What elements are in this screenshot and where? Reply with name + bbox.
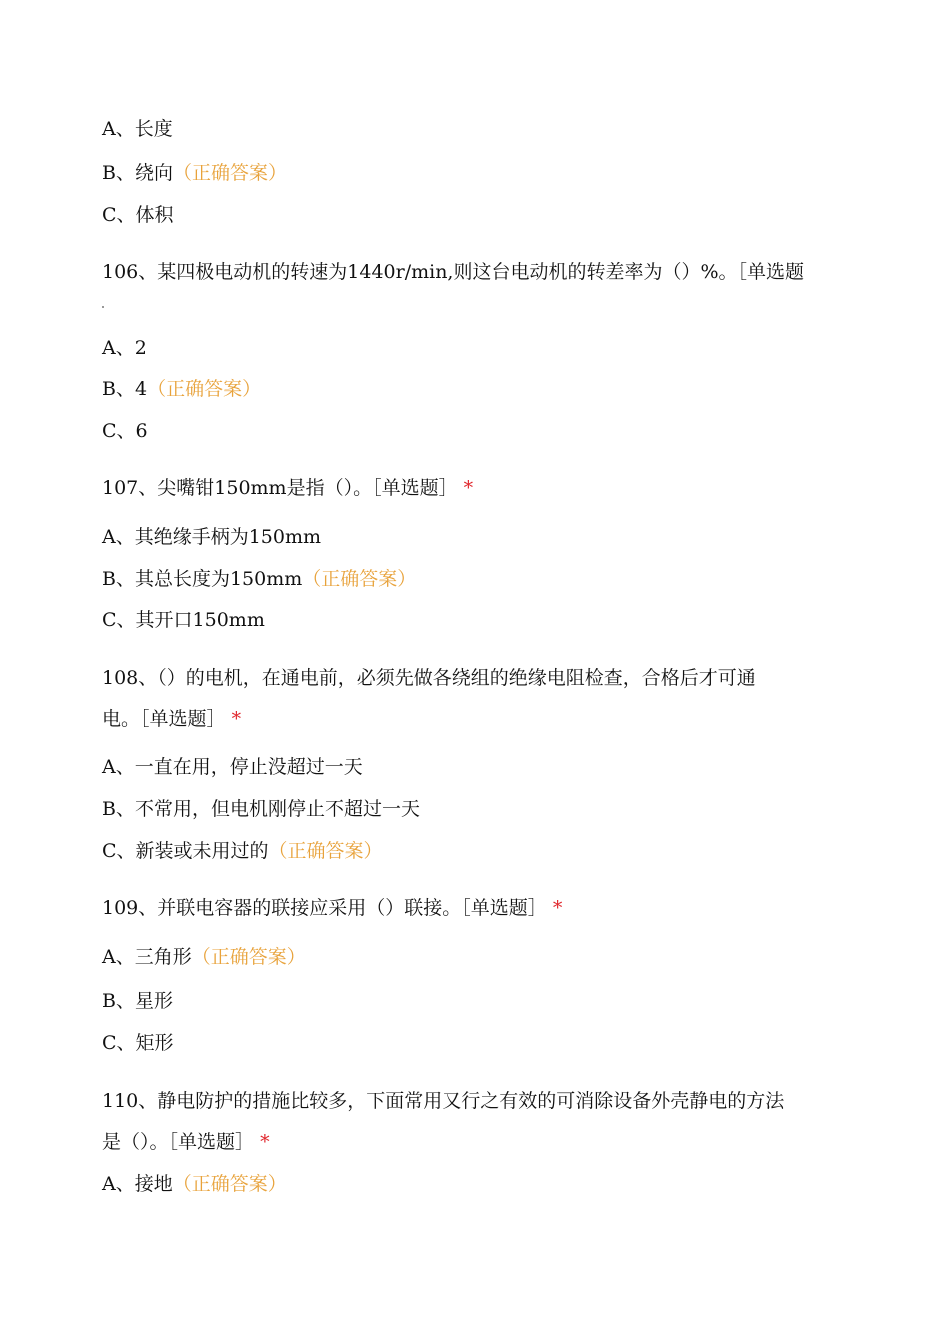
required-star: * bbox=[260, 1131, 270, 1153]
q106-option-b bbox=[102, 376, 261, 402]
question-text: 110、静电防护的措施比较多，下面常用又行之有效的可消除设备外壳静电的方法 bbox=[102, 1090, 785, 1112]
correct-answer-tag: （正确答案） bbox=[191, 946, 306, 968]
correct-answer-tag: （正确答案） bbox=[172, 162, 287, 184]
q109-option-c bbox=[102, 1030, 174, 1056]
option-text: A、三角形 bbox=[102, 946, 192, 968]
required-star: * bbox=[231, 708, 242, 730]
option-text: C、矩形 bbox=[102, 1032, 174, 1054]
q109-question bbox=[102, 895, 562, 921]
option-text: C、体积 bbox=[102, 204, 174, 226]
q108-option-a bbox=[102, 754, 363, 780]
option-text: B、4 bbox=[102, 378, 148, 400]
option-text: A、一直在用，停止没超过一天 bbox=[102, 756, 363, 778]
correct-answer-tag: （正确答案） bbox=[147, 378, 262, 400]
option-text: A、其绝缘手柄为150mm bbox=[102, 526, 322, 548]
q106-question bbox=[102, 259, 804, 285]
q107-question bbox=[102, 475, 473, 501]
question-text: 108、（）的电机，在通电前，必须先做各绕组的绝缘电阻检查，合格后才可通 bbox=[102, 667, 756, 689]
option-text: B、其总长度为150mm bbox=[102, 568, 303, 590]
question-text: 107、尖嘴钳150mm是指（）。［单选题］ bbox=[102, 477, 458, 499]
option-text: B、绕向 bbox=[102, 162, 173, 184]
q107-option-b bbox=[102, 566, 416, 592]
correct-answer-tag: （正确答案） bbox=[302, 568, 417, 590]
option-text: C、6 bbox=[102, 420, 148, 442]
q108-option-c bbox=[102, 838, 383, 864]
stray-mark bbox=[102, 306, 104, 308]
option-text: B、星形 bbox=[102, 990, 173, 1012]
q108-question-line1 bbox=[102, 665, 756, 691]
q105-option-b bbox=[102, 160, 287, 186]
correct-answer-tag: （正确答案） bbox=[268, 840, 383, 862]
option-text: A、接地 bbox=[102, 1173, 173, 1195]
q107-option-c bbox=[102, 607, 265, 633]
q105-option-c bbox=[102, 202, 174, 228]
required-star: * bbox=[552, 897, 563, 919]
question-text: 是（）。［单选题］ bbox=[102, 1131, 255, 1153]
question-text: 109、并联电容器的联接应采用（）联接。［单选题］ bbox=[102, 897, 547, 919]
question-text: 电。［单选题］ bbox=[102, 708, 226, 730]
option-text: B、不常用，但电机刚停止不超过一天 bbox=[102, 798, 420, 820]
required-star: * bbox=[463, 477, 474, 499]
q109-option-b bbox=[102, 988, 173, 1014]
q106-option-a bbox=[102, 335, 147, 361]
option-text: C、其开口150mm bbox=[102, 609, 265, 631]
q108-question-line2 bbox=[102, 706, 241, 732]
option-text: A、长度 bbox=[102, 118, 173, 140]
option-text: C、新装或未用过的 bbox=[102, 840, 269, 862]
q106-option-c bbox=[102, 418, 148, 444]
q110-question-line2 bbox=[102, 1129, 270, 1155]
q109-option-a bbox=[102, 944, 306, 970]
correct-answer-tag: （正确答案） bbox=[172, 1173, 287, 1195]
option-text: A、2 bbox=[102, 337, 147, 359]
q110-option-a bbox=[102, 1171, 287, 1197]
question-text: 106、某四极电动机的转速为1440r/min,则这台电动机的转差率为（）%。［单选题 bbox=[102, 261, 805, 283]
q105-option-a bbox=[102, 116, 173, 142]
q110-question-line1 bbox=[102, 1088, 784, 1114]
q108-option-b bbox=[102, 796, 420, 822]
q107-option-a bbox=[102, 524, 321, 550]
